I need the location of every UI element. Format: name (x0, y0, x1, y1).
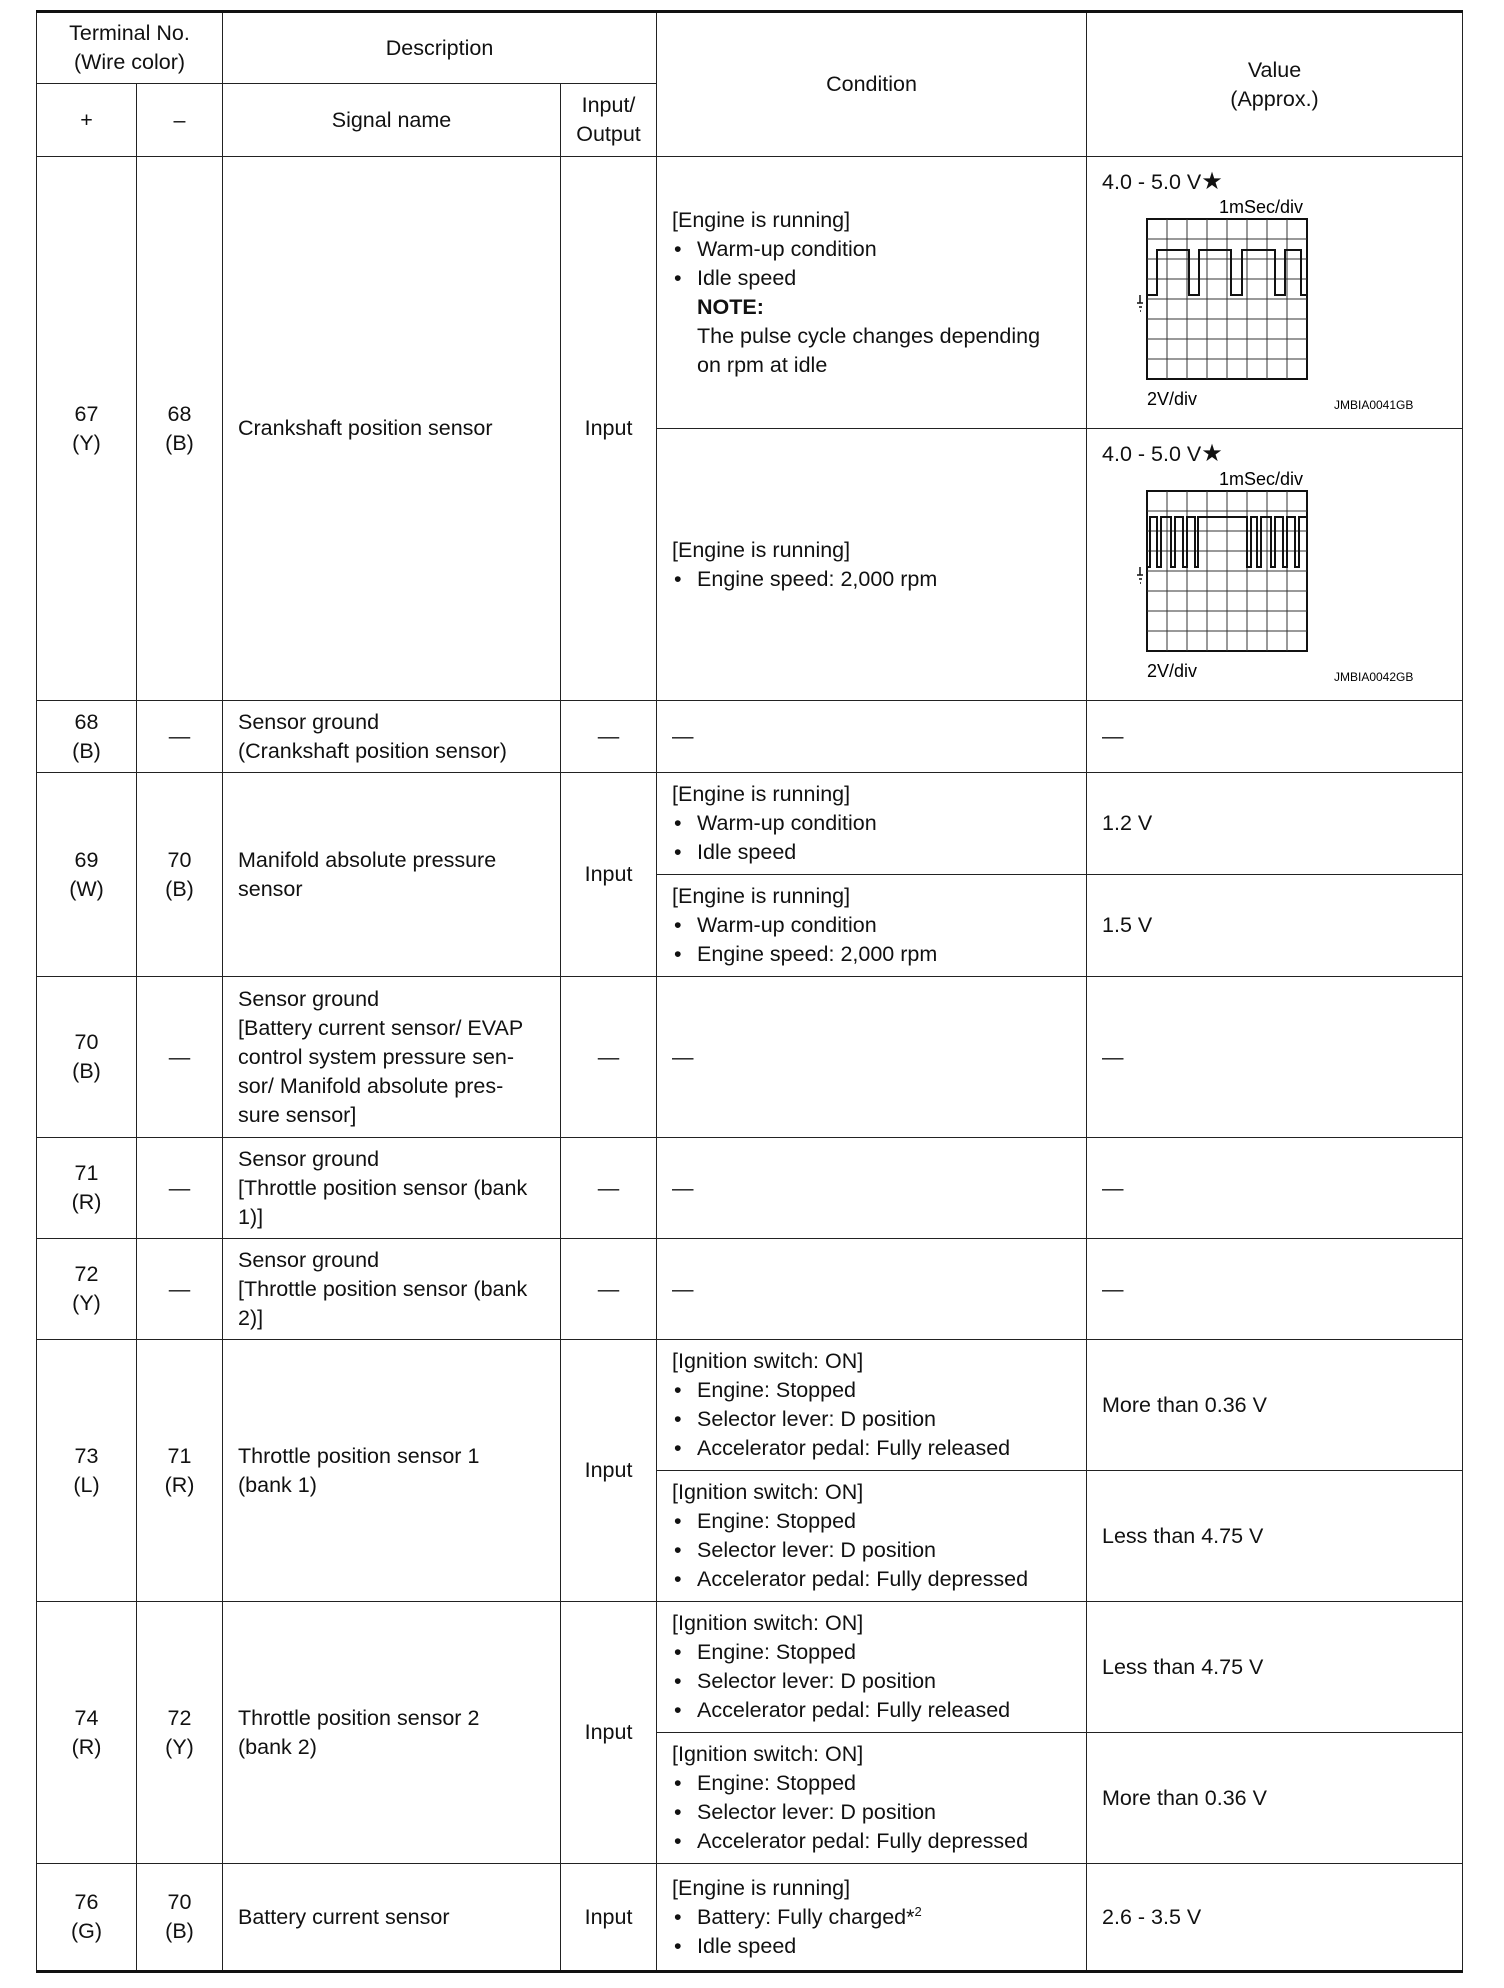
table-row (37, 773, 1463, 875)
signal-line: sure sensor] (238, 1102, 357, 1127)
signal-line: Sensor ground (238, 709, 380, 734)
condition-item: • Selector lever: D position (672, 1667, 1078, 1696)
minus-terminal-cell (137, 1340, 223, 1602)
wire-color: (L) (73, 1472, 100, 1497)
condition-list (672, 1769, 1078, 1856)
condition-list (672, 1507, 1078, 1594)
value-cell: Less than 4.75 V (1087, 1471, 1463, 1602)
signal-line: Throttle position sensor 1 (238, 1443, 480, 1468)
io-cell: — (561, 1138, 657, 1239)
wire-color-label: (Wire color) (73, 50, 186, 74)
value-cell: More than 0.36 V (1087, 1733, 1463, 1864)
terminal-number: 71 (167, 1443, 192, 1468)
minus-terminal-cell: — (137, 977, 223, 1138)
value-approx-label: (Approx.) (1230, 86, 1319, 111)
table-row (37, 1602, 1463, 1733)
signal-line: [Throttle position sensor (bank (238, 1175, 528, 1200)
volt-div-label: 2V/div (1147, 661, 1198, 681)
signal-line: Manifold absolute pressure (238, 847, 497, 872)
io-cell: Input (561, 157, 657, 701)
signal-name-cell: Crankshaft position sensor (223, 157, 561, 701)
description-header: Description (223, 12, 657, 84)
condition-item: • Engine: Stopped (672, 1507, 1078, 1536)
signal-name-cell (223, 1239, 561, 1340)
star-icon: ★ (1201, 440, 1223, 467)
note-text-2: on rpm at idle (697, 352, 828, 377)
io-cell: Input (561, 773, 657, 977)
terminal-number: 68 (167, 401, 192, 426)
minus-terminal-cell (137, 157, 223, 701)
table-row (37, 1864, 1463, 1972)
note-label: NOTE: (697, 294, 764, 319)
condition-head: [Ignition switch: ON] (672, 1349, 864, 1373)
condition-cell: — (657, 1138, 1087, 1239)
value-cell (1087, 429, 1463, 701)
condition-item: • Warm-up condition (672, 235, 1078, 264)
signal-name-cell (223, 1138, 561, 1239)
terminal-number: 70 (167, 847, 192, 872)
io-cell: — (561, 1239, 657, 1340)
condition-item: • Accelerator pedal: Fully released (672, 1434, 1078, 1463)
condition-list (672, 1376, 1078, 1463)
plus-terminal-cell (37, 1138, 137, 1239)
table-row (37, 157, 1463, 429)
condition-item: • Engine: Stopped (672, 1638, 1078, 1667)
header-row-1 (37, 12, 1463, 84)
io-cell: Input (561, 1602, 657, 1864)
signal-line: 2)] (238, 1305, 264, 1330)
minus-terminal-cell (137, 1602, 223, 1864)
condition-item: • Selector lever: D position (672, 1798, 1078, 1827)
wire-color: (Y) (165, 1734, 194, 1759)
value-cell: — (1087, 977, 1463, 1138)
scope-gridlines (1147, 219, 1307, 379)
condition-head: [Engine is running] (672, 884, 851, 908)
value-cell: Less than 4.75 V (1087, 1602, 1463, 1733)
condition-item: • Engine speed: 2,000 rpm (672, 940, 1078, 969)
signal-line: [Throttle position sensor (bank (238, 1276, 528, 1301)
wire-color: (R) (71, 1190, 102, 1214)
condition-head: [Engine is running] (672, 782, 851, 806)
condition-item: • Selector lever: D position (672, 1405, 1078, 1434)
ecm-terminal-table (36, 10, 1463, 1973)
value-voltage: 4.0 - 5.0 V (1102, 442, 1202, 466)
terminal-number: 70 (74, 1030, 99, 1054)
condition-cell (657, 1864, 1087, 1972)
minus-terminal-cell: — (137, 1138, 223, 1239)
signal-line: Sensor ground (238, 1247, 380, 1272)
condition-cell (657, 157, 1087, 429)
wire-color: (G) (70, 1919, 103, 1943)
footnote-ref: 2 (914, 1903, 922, 1919)
terminal-number: 76 (74, 1890, 99, 1914)
plus-terminal-cell (37, 1864, 137, 1972)
table-row (37, 1239, 1463, 1340)
condition-cell (657, 429, 1087, 701)
wire-color: (W) (69, 876, 104, 901)
io-cell: Input (561, 1340, 657, 1602)
condition-item: • Selector lever: D position (672, 1536, 1078, 1565)
signal-line: control system pressure sen- (238, 1044, 515, 1069)
value-cell (1087, 157, 1463, 429)
condition-cell (657, 1733, 1087, 1864)
condition-list (672, 1903, 1078, 1961)
wire-color: (B) (72, 1059, 101, 1083)
signal-name-cell (223, 773, 561, 977)
value-cell: 1.2 V (1087, 773, 1463, 875)
condition-list (672, 235, 1078, 293)
minus-terminal-cell (137, 773, 223, 977)
signal-line: [Battery current sensor/ EVAP (238, 1015, 524, 1040)
signal-name-cell: Battery current sensor (223, 1864, 561, 1972)
note-text-1: The pulse cycle changes depending (697, 323, 1041, 348)
spec-table-container (36, 10, 1462, 1973)
value-cell: More than 0.36 V (1087, 1340, 1463, 1471)
condition-item: • Warm-up condition (672, 809, 1078, 838)
condition-item: • Accelerator pedal: Fully released (672, 1696, 1078, 1725)
condition-head: [Engine is running] (672, 1875, 851, 1900)
star-icon: ★ (1201, 168, 1223, 195)
condition-cell: — (657, 1239, 1087, 1340)
wire-color: (Y) (72, 1291, 101, 1315)
wire-color: (B) (165, 876, 194, 901)
io-cell: Input (561, 1864, 657, 1972)
condition-cell (657, 773, 1087, 875)
wire-color: (Y) (72, 430, 101, 455)
scope-value-block (1087, 157, 1462, 427)
signal-line: sor/ Manifold absolute pres- (238, 1073, 504, 1098)
oscilloscope-waveform-1 (1087, 157, 1463, 427)
signal-line: 1)] (238, 1204, 264, 1229)
condition-item (672, 1903, 1078, 1932)
condition-cell: — (657, 977, 1087, 1138)
value-cell: 1.5 V (1087, 875, 1463, 977)
value-cell: — (1087, 1138, 1463, 1239)
plus-terminal-cell (37, 773, 137, 977)
terminal-number: 73 (74, 1443, 99, 1468)
io-cell: — (561, 701, 657, 773)
condition-item: • Engine: Stopped (672, 1376, 1078, 1405)
signal-name-cell (223, 977, 561, 1138)
io-label-1: Input/ (581, 93, 636, 117)
terminal-no-header (37, 12, 223, 84)
signal-line: Sensor ground (238, 1146, 380, 1171)
condition-item: • Engine speed: 2,000 rpm (672, 565, 1078, 594)
table-row (37, 701, 1463, 773)
signal-name-cell (223, 1602, 561, 1864)
io-cell: — (561, 977, 657, 1138)
condition-head: [Ignition switch: ON] (672, 1480, 864, 1504)
table-row (37, 1138, 1463, 1239)
io-label-2: Output (576, 122, 641, 146)
terminal-number: 72 (74, 1262, 99, 1286)
plus-terminal-cell (37, 1239, 137, 1340)
signal-line: (bank 1) (238, 1472, 317, 1497)
condition-list (672, 1638, 1078, 1725)
condition-item: • Warm-up condition (672, 911, 1078, 940)
minus-terminal-cell: — (137, 701, 223, 773)
condition-item: • Accelerator pedal: Fully depressed (672, 1565, 1078, 1594)
signal-line: sensor (238, 876, 303, 901)
table-row (37, 977, 1463, 1138)
signal-line: Throttle position sensor 2 (238, 1705, 480, 1730)
terminal-number: 68 (74, 709, 99, 734)
condition-head: [Ignition switch: ON] (672, 1611, 864, 1635)
value-voltage: 4.0 - 5.0 V (1102, 170, 1202, 194)
condition-cell: — (657, 701, 1087, 773)
condition-item: • Idle speed (672, 1932, 1078, 1961)
condition-cell (657, 875, 1087, 977)
value-cell: — (1087, 701, 1463, 773)
oscilloscope-waveform-2 (1087, 429, 1463, 699)
minus-header: – (137, 84, 223, 157)
plus-terminal-cell (37, 701, 137, 773)
condition-cell (657, 1471, 1087, 1602)
condition-header: Condition (657, 12, 1087, 157)
terminal-number: 72 (167, 1705, 192, 1730)
condition-head: [Engine is running] (672, 537, 851, 562)
signal-line: Sensor ground (238, 986, 380, 1011)
minus-terminal-cell (137, 1864, 223, 1972)
ground-icon (1137, 295, 1143, 311)
terminal-number: 71 (74, 1161, 99, 1185)
figure-id: JMBIA0042GB (1334, 670, 1414, 684)
plus-terminal-cell (37, 977, 137, 1138)
wire-color: (B) (165, 1919, 194, 1943)
terminal-number: 70 (167, 1890, 192, 1914)
scope-grid (1147, 219, 1307, 379)
terminal-number: 67 (74, 401, 99, 426)
condition-text: Battery: Fully charged* (697, 1904, 915, 1929)
condition-list (672, 565, 1078, 594)
figure-id: JMBIA0041GB (1334, 398, 1414, 412)
volt-div-label: 2V/div (1147, 389, 1198, 409)
plus-header: + (37, 84, 137, 157)
value-header (1087, 12, 1463, 157)
table-row (37, 1340, 1463, 1471)
io-header (561, 84, 657, 157)
signal-line: (Crankshaft position sensor) (238, 738, 507, 763)
timebase-label: 1mSec/div (1219, 469, 1304, 489)
condition-item: • Engine: Stopped (672, 1769, 1078, 1798)
condition-head: [Ignition switch: ON] (672, 1742, 864, 1766)
signal-name-cell (223, 1340, 561, 1602)
value-label: Value (1247, 57, 1302, 82)
plus-terminal-cell (37, 1340, 137, 1602)
timebase-label: 1mSec/div (1219, 197, 1304, 217)
condition-list (672, 911, 1078, 969)
plus-terminal-cell (37, 157, 137, 701)
condition-cell (657, 1602, 1087, 1733)
wire-color: (R) (164, 1472, 195, 1497)
condition-item: • Idle speed (672, 264, 1078, 293)
wire-color: (R) (71, 1734, 102, 1759)
signal-line: (bank 2) (238, 1734, 317, 1759)
minus-terminal-cell: — (137, 1239, 223, 1340)
value-cell: 2.6 - 3.5 V (1087, 1864, 1463, 1972)
condition-head: [Engine is running] (672, 207, 851, 232)
condition-item: • Accelerator pedal: Fully depressed (672, 1827, 1078, 1856)
scope-value-block (1087, 429, 1462, 699)
plus-terminal-cell (37, 1602, 137, 1864)
condition-item: • Idle speed (672, 838, 1078, 867)
terminal-no-label: Terminal No. (69, 21, 190, 45)
condition-cell (657, 1340, 1087, 1471)
terminal-number: 74 (74, 1705, 99, 1730)
scope-gridlines (1147, 491, 1307, 651)
scope-grid (1147, 491, 1307, 651)
signal-name-header: Signal name (223, 84, 561, 157)
wire-color: (B) (165, 430, 194, 455)
condition-list (672, 809, 1078, 867)
value-cell: — (1087, 1239, 1463, 1340)
ground-icon (1137, 567, 1143, 583)
terminal-number: 69 (74, 847, 99, 872)
signal-name-cell (223, 701, 561, 773)
wire-color: (B) (72, 738, 101, 763)
